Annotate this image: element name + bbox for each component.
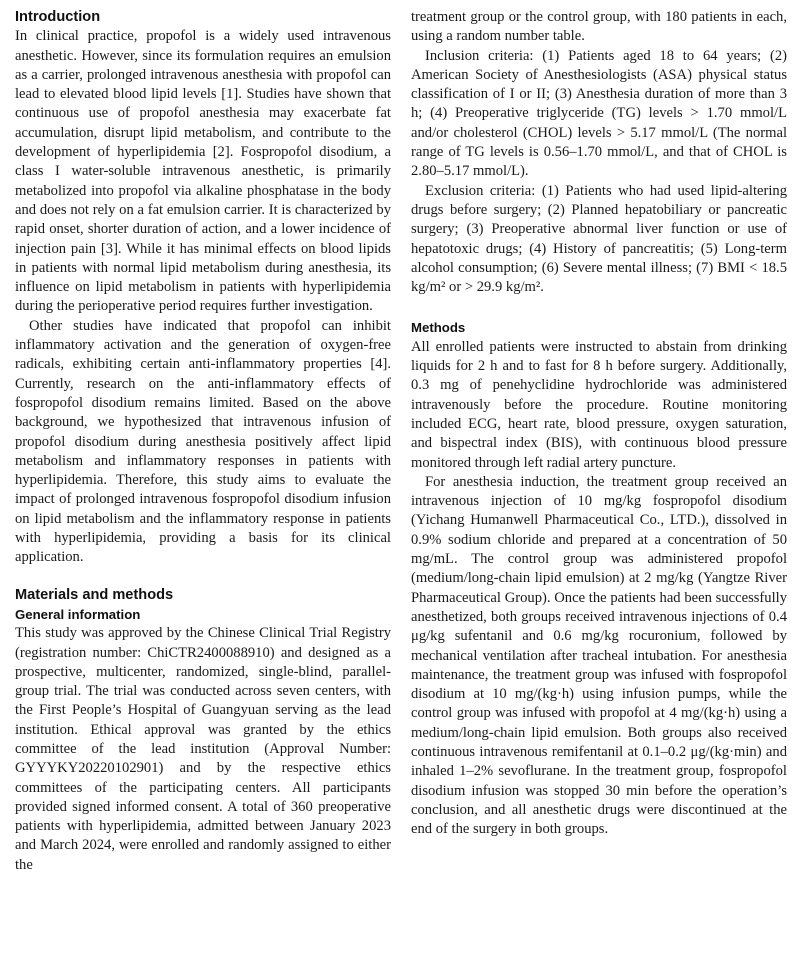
section-spacer — [15, 568, 391, 586]
subsection-heading-general-information: General information — [15, 606, 141, 622]
intro-paragraph-1: In clinical practice, propofol is a widely used intravenous anesthetic. However, since its formulation requires an emulsion as a carrier, prolonged intravenous anesthesia with propofol can lead to elevated blood lipid levels [1]. Studies have shown that continuous use of propofol anesthesia may exacerbate fat accumulation, disrupt lipid metabolism, and contribute to the development of hyperlipidemia [2]. Fospropofol disodium, a class I water-soluble intravenous anesthetic, is primarily metabolized into propofol via alkaline phosphatase in the body and does not rely on a fat emulsion carrier. It is characterized by rapid onset, shorter duration of action, and a lower incidence of injection pain [3]. While it has minimal effects on blood lipids in patients with normal lipid metabolism during anesthesia, its influence on lipid metabolism in patients with hyperlipidemia during the perioperative period requires further investigation. — [15, 28, 391, 315]
methods-paragraph-1: All enrolled patients were instructed to abstain from drinking liquids for 2 h and to fast for 8 h before surgery. Additionally, 0.3 mg of penehyclidine hydrochloride was administered intravenously before the procedure. Routine monitoring included ECG, heart rate, blood pressure, oxygen saturation, and bispectral index (BIS), with continuous blood pressure monitored through left radial artery puncture. — [411, 338, 787, 471]
section-spacer — [411, 297, 787, 318]
inclusion-criteria-paragraph: Inclusion criteria: (1) Patients aged 18 to 64 years; (2) American Society of Anesthesiologists (ASA) physical status classification of I or II; (3) Anesthesia duration of more than 3 h; (4) Preoperative triglyceride (TG) levels > 1.70 mmol/L and/or cholesterol (CHOL) levels > 5.17 mmol/L (The normal range of TG levels is 0.56–1.70 mmol/L, and that of CHOL is 2.80–5.17 mmol/L). — [411, 47, 787, 180]
exclusion-criteria-paragraph: Exclusion criteria: (1) Patients who had used lipid-altering drugs before surgery; (2) Planned hepatobiliary or pancreatic surgery; (3) Preoperative abnormal liver function or use of hepatotoxic drugs; (4) History of pancreatitis; (5) Long-term alcohol consumption; (6) Severe mental illness; (7) BMI < 18.5 kg/m² or > 29.9 kg/m². — [411, 182, 787, 296]
general-info-paragraph-continued: treatment group or the control group, with 180 patients in each, using a random number table. — [411, 9, 787, 45]
section-heading-materials-methods: Materials and methods — [15, 586, 174, 603]
general-info-paragraph: This study was approved by the Chinese Clinical Trial Registry (registration number: ChiCTR2400088910) and designed as a prospective, multicenter, randomized, single-blind, parallel-group trial. The trial was conducted across seven centers, with the First People’s Hospital of Guangyuan serving as the lead institution. Ethical approval was granted by the ethics committee of the lead institution (Approval Number: GYYYKY20220102901) and by the respective ethics committees of the participating centers. All participants provided signed informed consent. A total of 360 preoperative patients with hyperlipidemia, admitted between January 2023 and March 2024, were enrolled and randomly assigned to either the — [15, 625, 391, 873]
section-heading-introduction: Introduction — [15, 9, 101, 25]
methods-paragraph-2: For anesthesia induction, the treatment group received an intravenous injection of 10 mg/kg fospropofol disodium (Yichang Humanwell Pharmaceutical Co., LTD.), dissolved in 0.9% sodium chloride and prepared at a concentration of 50 mg/mL. The control group was administered propofol (medium/long-chain lipid emulsion) at 2 mg/kg (Yangtze River Pharmaceutical Group). Once the patients had been successfully anesthetized, both groups received intravenous injections of 0.4 μg/kg sufentanil and 0.6 mg/kg rocuronium, followed by mechanical ventilation after tracheal intubation. For anesthesia maintenance, the treatment group was infused with fospropofol disodium at 10 mg/(kg·h) using infusion pumps, while the control group was infused with propofol at 4 mg/(kg·h) using a medium/long-chain lipid emulsion. Both groups also received continuous intravenous remifentanil at 0.1–0.2 μg/(kg·min) and inhaled 1–2% sevoflurane. In the treatment group, fospropofol disodium infusion was stopped 30 min before the operation’s conclusion, and all anesthetic drugs were discontinued at the end of the surgery in both groups. — [411, 473, 787, 838]
left-column — [15, 8, 391, 875]
intro-paragraph-2: Other studies have indicated that propofol can inhibit inflammatory activation and the generation of oxygen-free radicals, exhibiting certain anti-inflammatory properties [4]. Currently, research on the anti-inflammatory effects of fospropofol disodium remains limited. Based on the above background, we hypothesized that intravenous infusion of propofol disodium during anesthesia positively affect lipid metabolism and inflammatory responses in patients with hyperlipidemia. Therefore, this study aims to evaluate the impact of prolonged intravenous fospropofol disodium infusion on lipid metabolism and the inflammatory response in patients with hyperlipidemia, providing a basis for its clinical application. — [15, 317, 391, 566]
right-column — [411, 8, 787, 839]
subsection-heading-methods: Methods — [411, 320, 466, 336]
